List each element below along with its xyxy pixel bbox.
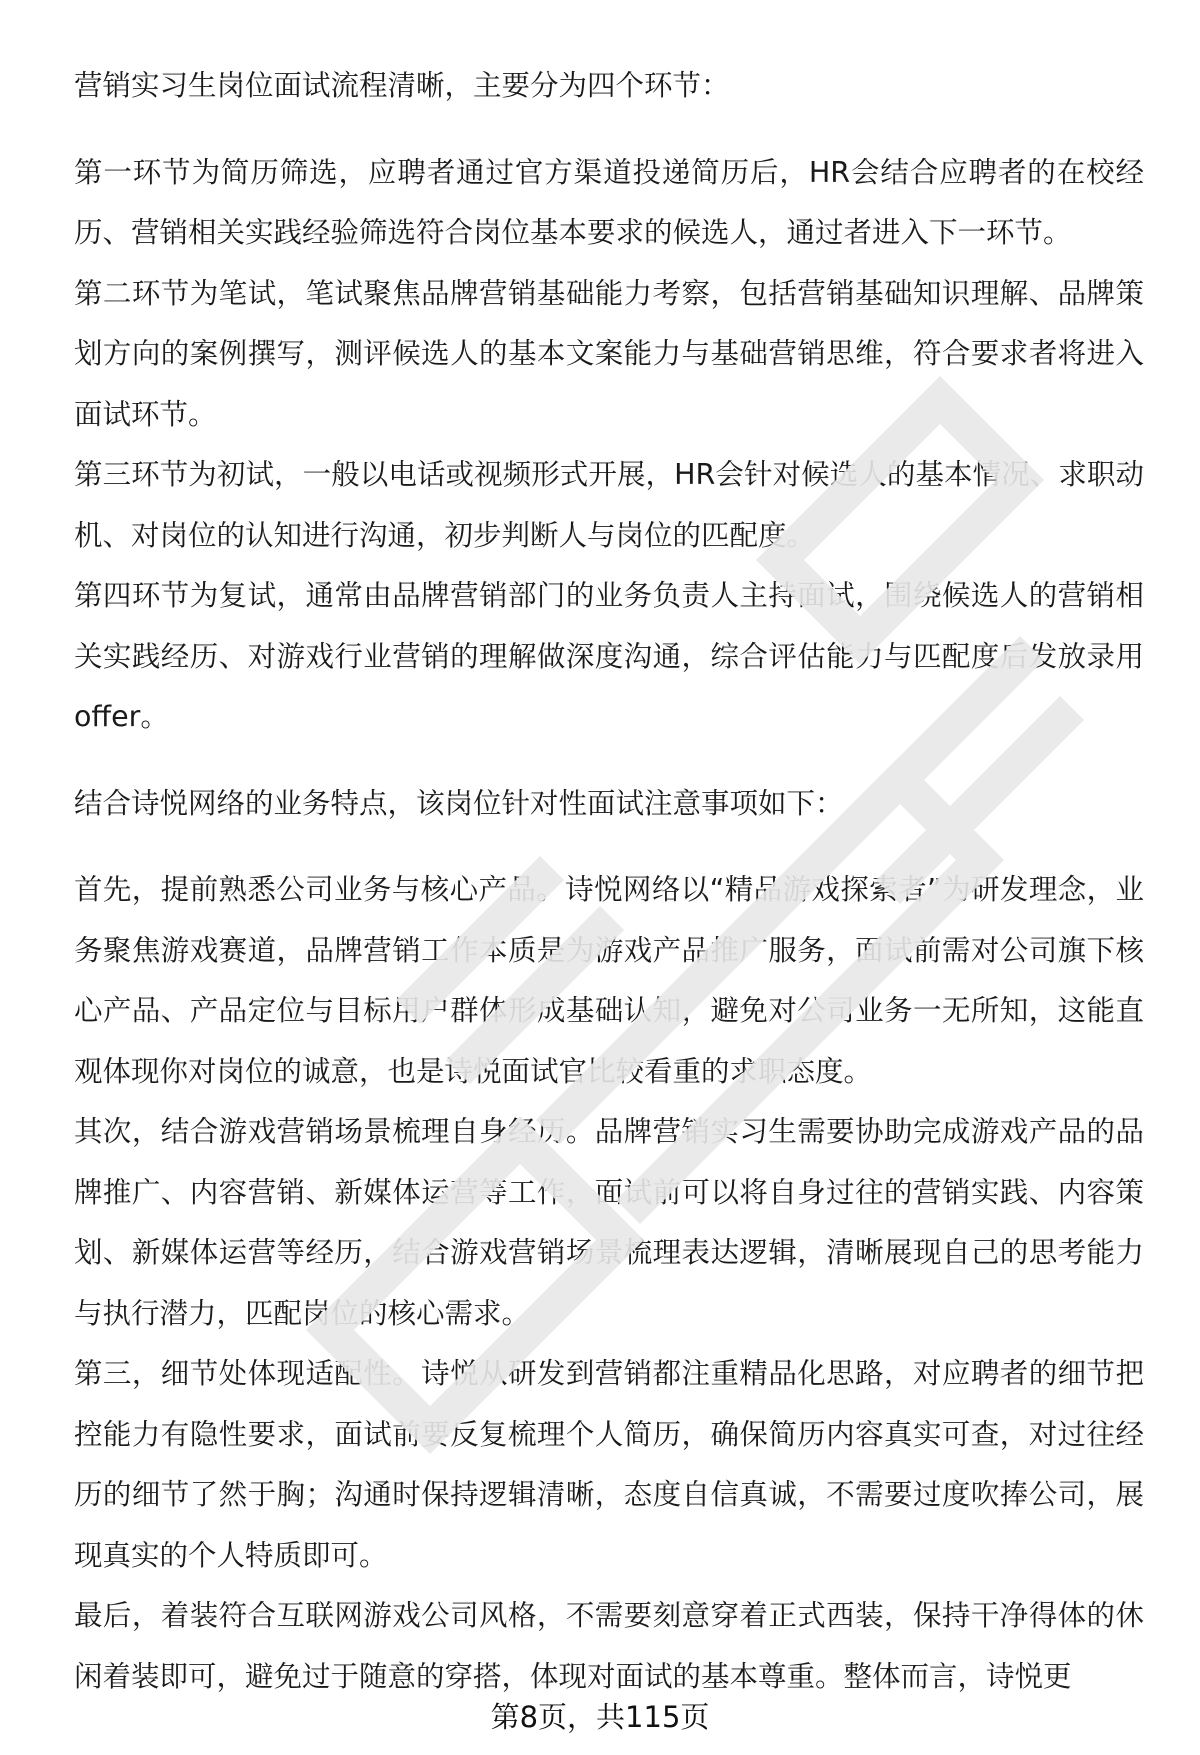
step-two-paragraph: 第二环节为笔试，笔试聚焦品牌营销基础能力考察，包括营销基础知识理解、品牌策划方向的案例撰写，测评候选人的基本文案能力与基础营销思维，符合要求者将进入面试环节。 — [74, 276, 1144, 431]
step-three-paragraph: 第三环节为初试，一般以电话或视频形式开展，HR会针对候选人的基本情况、求职动机、对岗位的认知进行沟通，初步判断人与岗位的匹配度。 — [74, 458, 1144, 552]
tips-intro-paragraph: 结合诗悦网络的业务特点，该岗位针对性面试注意事项如下： — [74, 786, 844, 820]
step-one-paragraph: 第一环节为简历筛选，应聘者通过官方渠道投递简历后，HR会结合应聘者的在校经历、营销相关实践经验筛选符合岗位基本要求的候选人，通过者进入下一环节。 — [74, 155, 1144, 249]
tip-second-paragraph: 其次，结合游戏营销场景梳理自身经历。品牌营销实习生需要协助完成游戏产品的品牌推广、内容营销、新媒体运营等工作，面试前可以将自身过往的营销实践、内容策划、新媒体运营等经历，结合游戏营销场景梳理表达逻辑，清晰展现自己的思考能力与执行潜力，匹配岗位的核心需求。 — [74, 1115, 1144, 1330]
step-four-paragraph: 第四环节为复试，通常由品牌营销部门的业务负责人主持面试，围绕候选人的营销相关实践经历、对游戏行业营销的理解做深度沟通，综合评估能力与匹配度后发放录用offer。 — [74, 579, 1144, 733]
tip-third-paragraph: 第三，细节处体现适配性。诗悦从研发到营销都注重精品化思路，对应聘者的细节把控能力有隐性要求，面试前要反复梳理个人简历，确保简历内容真实可查，对过往经历的细节了然于胸；沟通时保持逻辑清晰，态度自信真诚，不需要过度吹捧公司，展现真实的个人特质即可。 — [74, 1357, 1144, 1572]
tip-last-paragraph: 最后，着装符合互联网游戏公司风格，不需要刻意穿着正式西装，保持干净得体的休闲着装即可，避免过于随意的穿搭，体现对面试的基本尊重。整体而言，诗悦更 — [74, 1599, 1144, 1693]
document-body — [74, 56, 1144, 1707]
intro-paragraph: 营销实习生岗位面试流程清晰，主要分为四个环节： — [74, 69, 730, 102]
page-number-footer: 第8页，共115页 — [490, 1700, 710, 1734]
tip-first-paragraph: 首先，提前熟悉公司业务与核心产品。诗悦网络以“精品游戏探索者”为研发理念，业务聚焦游戏赛道，品牌营销工作本质是为游戏产品推广服务，面试前需对公司旗下核心产品、产品定位与目标用户群体形成基础认知，避免对公司业务一无所知，这能直观体现你对岗位的诚意，也是诗悦面试官比较看重的求职态度。 — [74, 873, 1144, 1088]
